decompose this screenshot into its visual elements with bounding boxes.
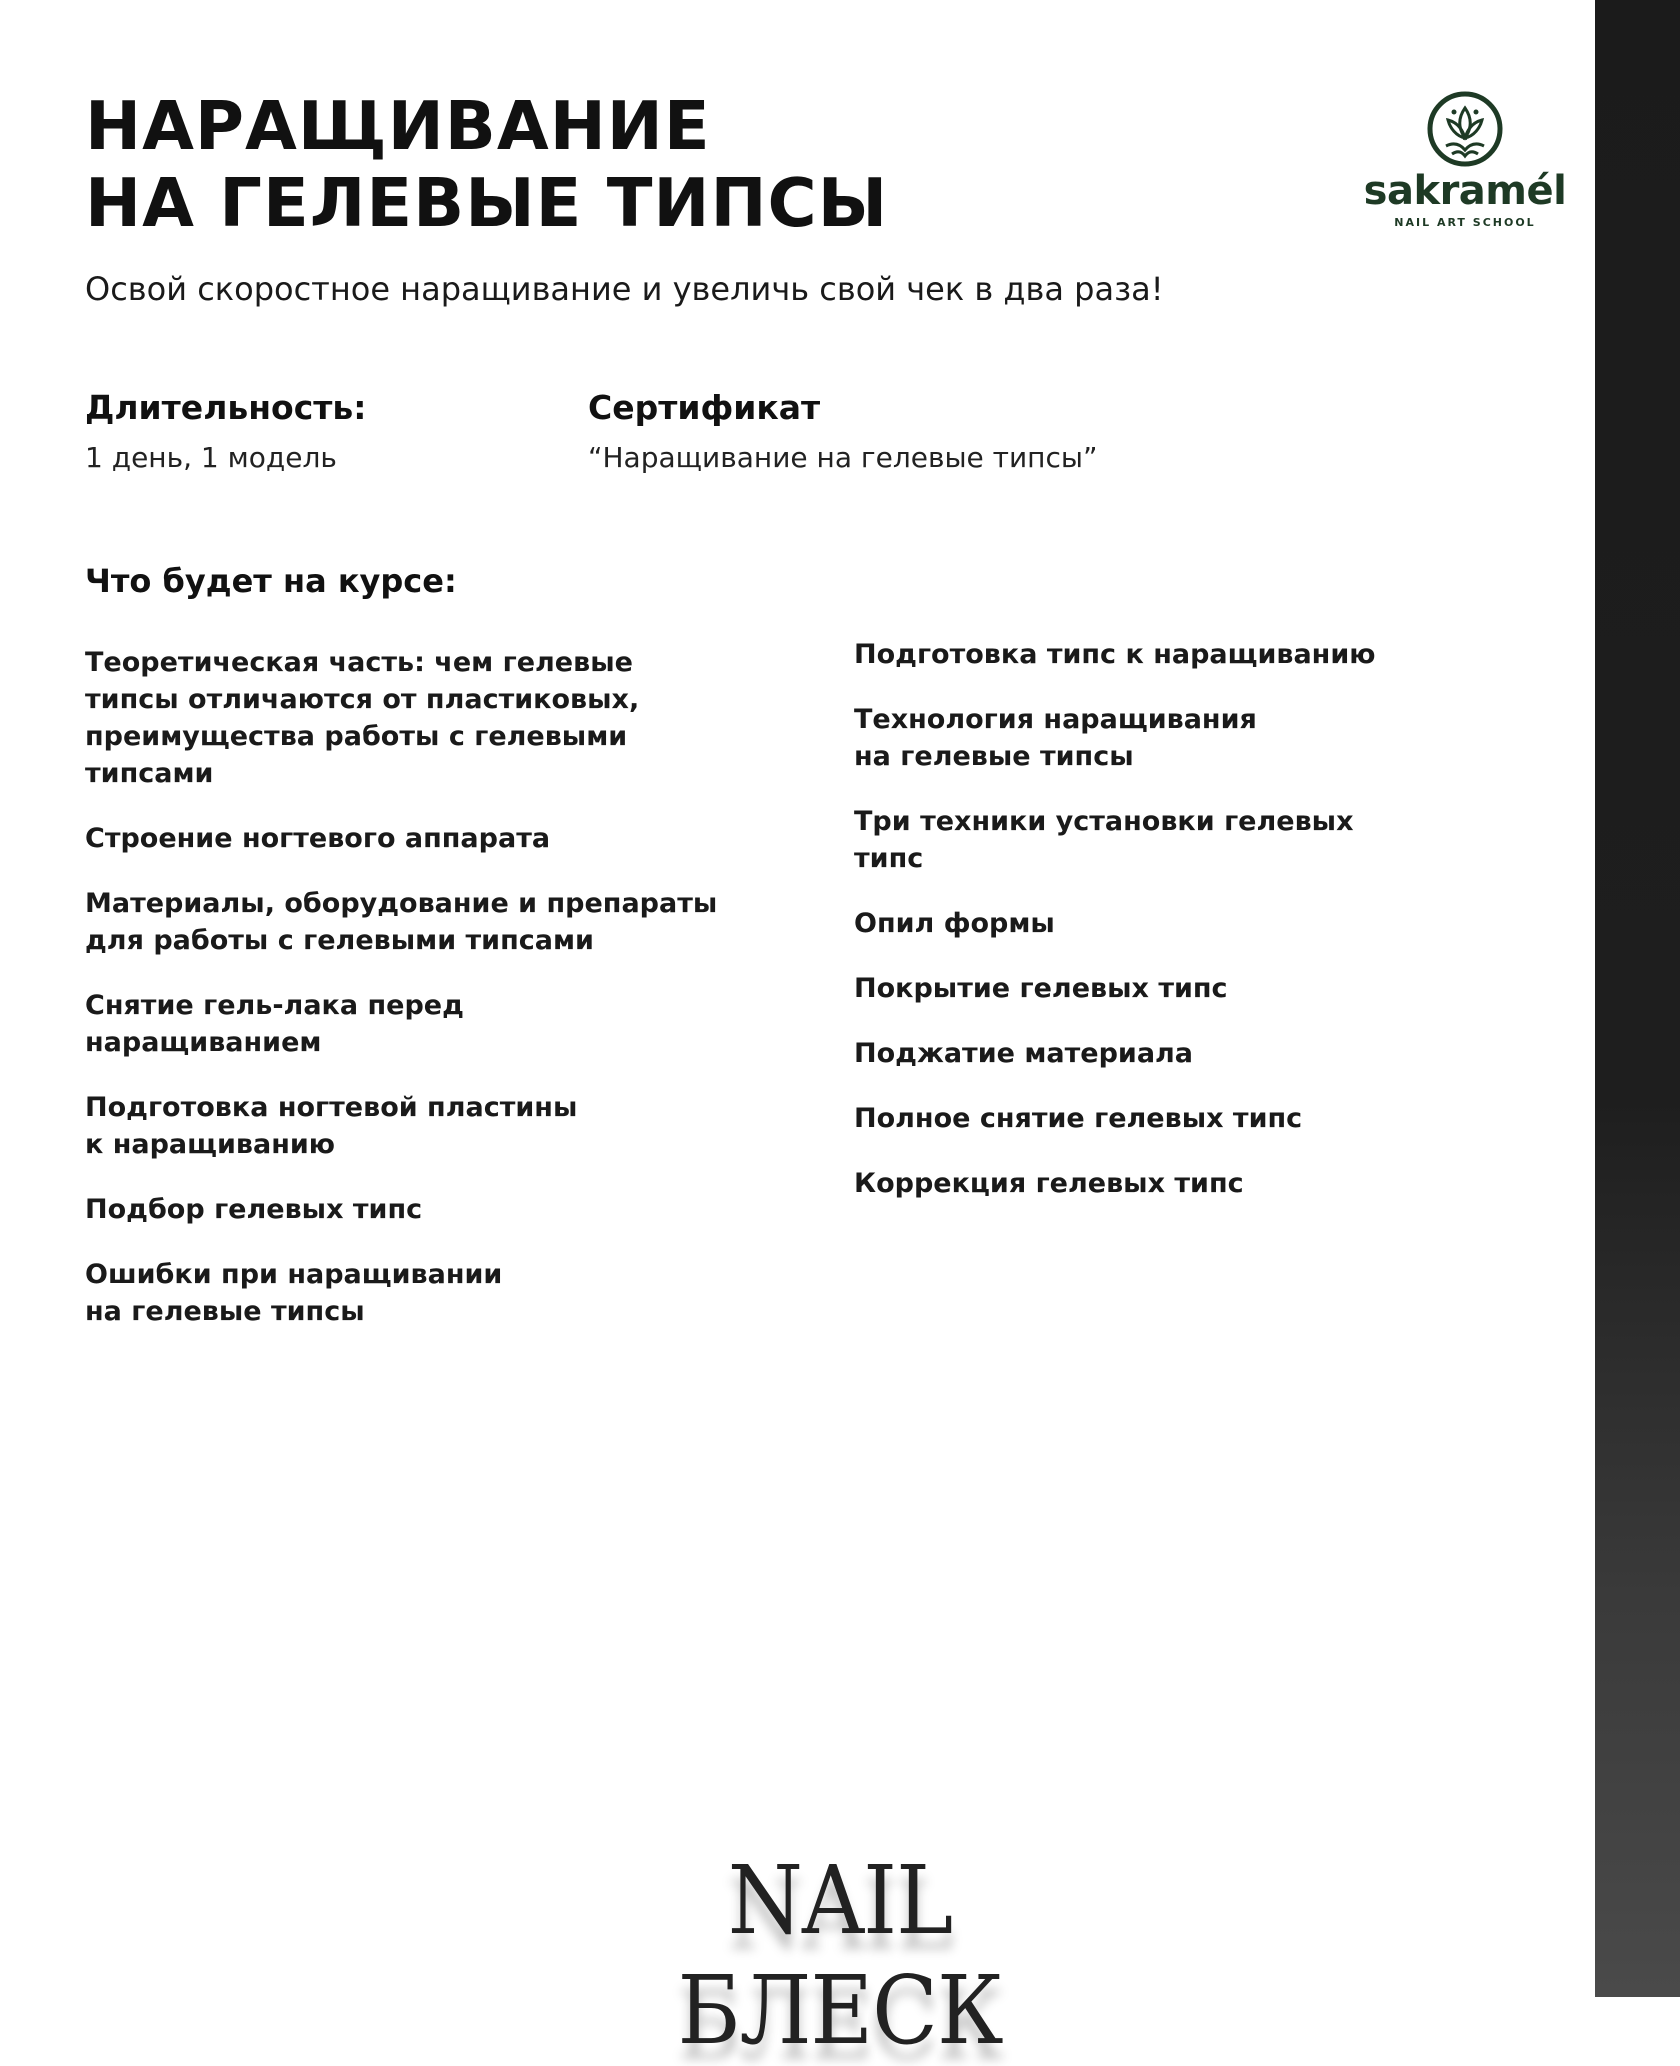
- list-item: Подбор гелевых типс: [85, 1194, 423, 1225]
- logo-name: sakramél: [1363, 168, 1567, 214]
- list-item: Строение ногтевого аппарата: [85, 823, 551, 854]
- list-item: Материалы, оборудование и препараты для работы с гелевыми типсами: [85, 888, 718, 956]
- duration-block: [85, 388, 366, 474]
- lotus-icon: [1424, 88, 1506, 170]
- list-item: Опил формы: [854, 908, 1055, 939]
- title-line-1: НАРАЩИВАНИЕ: [85, 87, 711, 165]
- list-item: Поджатие материала: [854, 1038, 1194, 1069]
- certificate-block: [588, 388, 1098, 474]
- school-logo: [1350, 88, 1580, 228]
- list-item: Снятие гель-лака перед наращиванием: [85, 990, 464, 1058]
- course-topics-right: [854, 636, 1574, 1230]
- footer-brand-wordmark: NAIL БЛЕСК: [677, 1846, 1003, 2066]
- course-content-heading: Что будет на курсе:: [85, 562, 457, 600]
- certificate-value: “Наращивание на гелевые типсы”: [588, 441, 1098, 474]
- list-item: Полное снятие гелевых типс: [854, 1103, 1303, 1134]
- course-topics-left: [85, 644, 765, 1358]
- page-title: [85, 88, 888, 242]
- list-item: Подготовка типс к наращиванию: [854, 639, 1376, 670]
- list-item: Три техники установки гелевых типс: [854, 806, 1354, 874]
- certificate-label: Сертификат: [588, 388, 821, 427]
- list-item: Технология наращивания на гелевые типсы: [854, 704, 1257, 772]
- duration-label: Длительность:: [85, 388, 367, 427]
- subtitle: Освой скоростное наращивание и увеличь свой чек в два раза!: [85, 270, 1164, 308]
- logo-tagline: NAIL ART SCHOOL: [1394, 216, 1536, 229]
- list-item: Подготовка ногтевой пластины к наращиванию: [85, 1092, 578, 1160]
- list-item: Покрытие гелевых типс: [854, 973, 1228, 1004]
- list-item: Коррекция гелевых типс: [854, 1168, 1244, 1199]
- list-item: Теоретическая часть: чем гелевые типсы отличаются от пластиковых, преимущества работы с гелевыми типсами: [85, 647, 640, 789]
- dark-side-strip: [1595, 0, 1680, 1997]
- duration-value: 1 день, 1 модель: [85, 441, 337, 474]
- list-item: Ошибки при наращивании на гелевые типсы: [85, 1259, 503, 1327]
- title-line-2: НА ГЕЛЕВЫЕ ТИПСЫ: [85, 164, 889, 242]
